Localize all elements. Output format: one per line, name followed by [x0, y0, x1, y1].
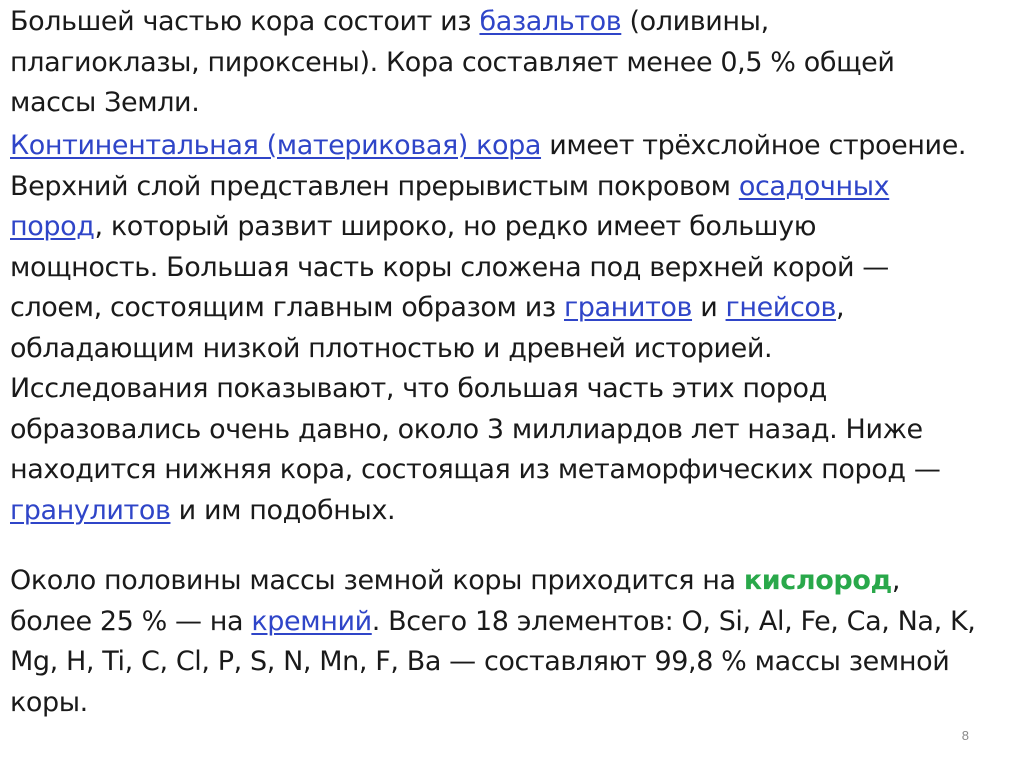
link-sedimentary[interactable]: осадочных — [738, 170, 890, 202]
text-line: обладающим низкой плотностью и древней историей. — [10, 332, 773, 364]
text-line — [10, 561, 975, 602]
link-gneisses[interactable]: гнейсов — [725, 292, 837, 323]
text-line — [10, 602, 975, 643]
text-line — [10, 2, 894, 43]
text-line: плагиоклазы, пироксены). Кора составляет менее 0,5 % общей — [10, 46, 895, 78]
text-line: массы Земли. — [10, 87, 200, 118]
text-span: и — [692, 292, 726, 323]
paragraph-continental-crust — [10, 126, 966, 531]
text-span: , — [891, 565, 901, 596]
text-span: , — [836, 292, 845, 323]
text-span: , который развит широко, но редко имеет большую — [94, 211, 817, 242]
text-line — [10, 288, 966, 329]
text-line: мощность. Большая часть коры сложена под верхней корой — — [10, 251, 889, 283]
text-span: . Всего 18 элементов: O, Si, Al, Fe, Ca, Na, K, — [371, 605, 976, 637]
text-span: (оливины, — [621, 6, 769, 37]
text-line — [10, 491, 966, 532]
text-span: и им подобных. — [170, 494, 396, 526]
text-line: коры. — [10, 686, 88, 718]
text-line: образовались очень давно, около 3 миллиардов лет назад. Ниже — [10, 413, 923, 445]
text-span: Верхний слой представлен прерывистым покровом — [10, 170, 739, 202]
text-span: слоем, состоящим главным образом из — [10, 292, 564, 323]
text-line — [10, 207, 966, 248]
text-span: имеет трёхслойное строение. — [541, 130, 967, 161]
link-granulites[interactable]: гранулитов — [10, 494, 171, 526]
highlight-oxygen: кислород — [743, 565, 892, 596]
text-line: находится нижняя кора, состоящая из метаморфических пород — — [10, 454, 941, 485]
text-span: более 25 % — на — [10, 605, 252, 637]
link-continental-crust[interactable]: Континентальная (материковая) кора — [10, 130, 542, 161]
text-line: Mg, H, Ti, C, Cl, P, S, N, Mn, F, Ba — составляют 99,8 % массы земной — [10, 646, 950, 677]
page-number: 8 — [961, 728, 969, 743]
paragraph-basalt — [10, 2, 894, 124]
text-span: Около половины массы земной коры приходится на — [10, 565, 744, 596]
link-granites[interactable]: гранитов — [564, 292, 693, 323]
link-rocks[interactable]: пород — [10, 211, 95, 242]
text-line — [10, 167, 966, 208]
text-line — [10, 126, 966, 167]
text-span: Большей частью кора состоит из — [10, 6, 480, 37]
link-silicon[interactable]: кремний — [251, 605, 372, 637]
link-basalts[interactable]: базальтов — [479, 6, 622, 37]
paragraph-elements — [10, 561, 975, 723]
text-line: Исследования показывают, что большая часть этих пород — [10, 373, 827, 404]
